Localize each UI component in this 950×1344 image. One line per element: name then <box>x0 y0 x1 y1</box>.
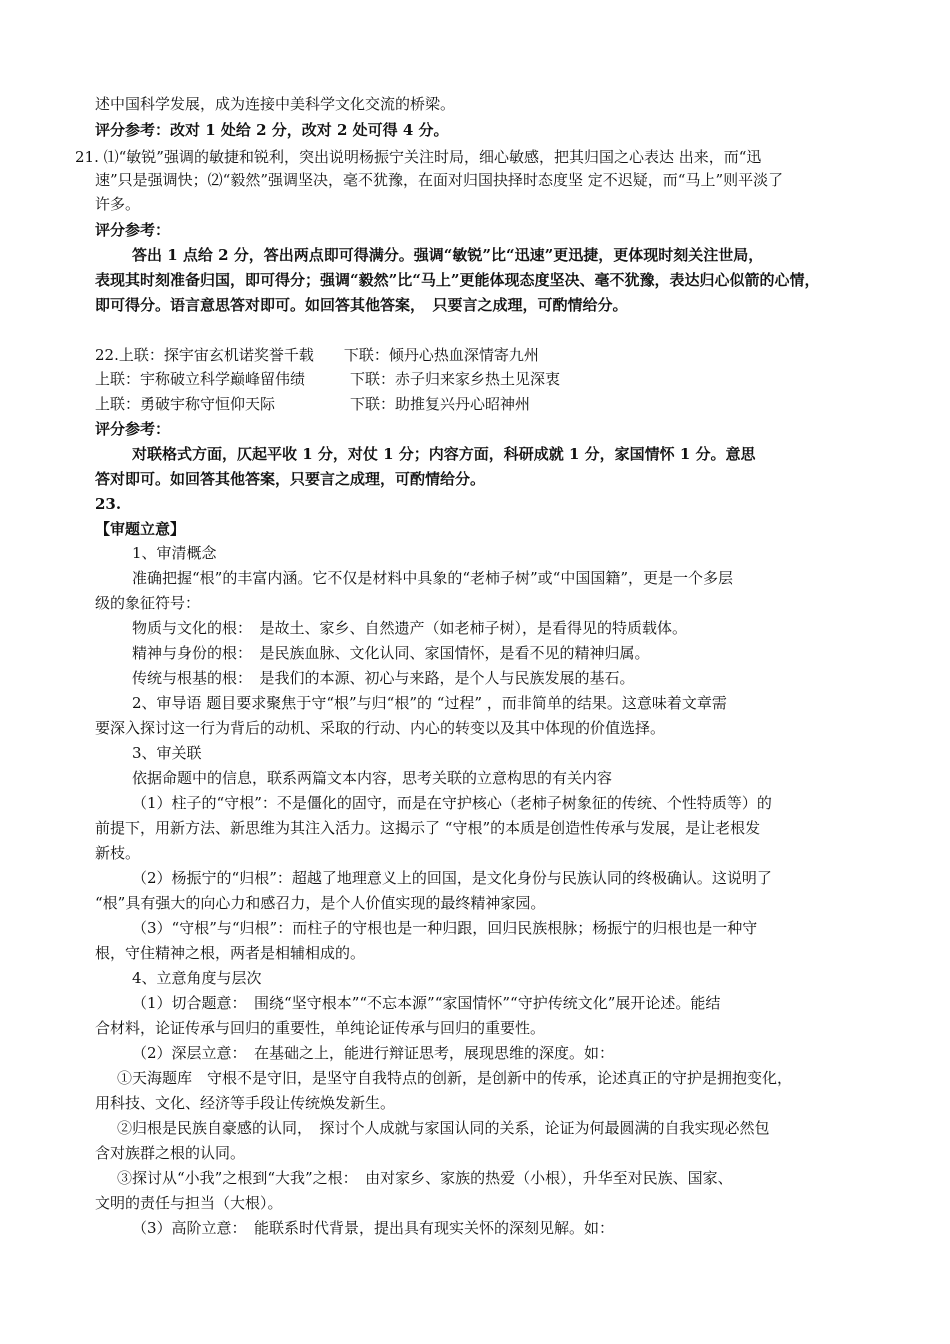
q22-score-line-2: 答对即可。如回答其他答案，只要言之成理，可酌情给分。 <box>95 470 486 488</box>
q21-score-line-3: 即可得分。语言意思答对即可。如回答其他答案， 只要言之成理，可酌情给分。 <box>95 296 628 314</box>
q23-line-17: 根，守住精神之根，两者是相辅相成的。 <box>95 944 366 962</box>
q23-line-3: 级的象征符号： <box>95 594 201 612</box>
q23-line-19: （1）切合题意： 围绕“坚守根本”“不忘本源”“家国情怀”“守护传统文化”展开论述。能结 <box>132 994 721 1012</box>
q23-line-18: 4、立意角度与层次 <box>132 969 262 987</box>
q23-line-23: 用科技、文化、经济等手段让传统焕发新生。 <box>95 1094 396 1112</box>
q23-line-10: 依据命题中的信息，联系两篇文本内容，思考关联的立意构思的有关内容 <box>132 769 613 787</box>
q21-score-title: 评分参考： <box>95 221 171 239</box>
q23-number: 23. <box>95 495 122 513</box>
q22-score-title: 评分参考： <box>95 420 171 438</box>
q23-line-24: ②归根是民族自豪感的认同， 探讨个人成就与家国认同的关系，论证为何最圆满的自我实现必然包 <box>117 1119 770 1137</box>
q20-score-reference: 评分参考：改对 1 处给 2 分，改对 2 处可得 4 分。 <box>95 121 449 139</box>
q22-couplet-3: 上联：勇破宇称守恒仰天际 下联：助推复兴丹心昭神州 <box>95 395 531 413</box>
q20-answer-tail: 述中国科学发展，成为连接中美科学文化交流的桥梁。 <box>95 95 456 113</box>
q23-line-22: ①天海题库 守根不是守旧，是坚守自我特点的创新，是创新中的传承，论述真正的守护是拥抱变化， <box>117 1069 793 1087</box>
q23-line-14: （2）杨振宁的“归根”：超越了地理意义上的回国，是文化身份与民族认同的终极确认。这说明了 <box>132 869 772 887</box>
q23-line-8: 要深入探讨这一行为背后的动机、采取的行动、内心的转变以及其中体现的价值选择。 <box>95 719 666 737</box>
q23-line-20: 合材料，论证传承与回归的重要性，单纯论证传承与回归的重要性。 <box>95 1019 546 1037</box>
q23-line-25: 含对族群之根的认同。 <box>95 1144 246 1162</box>
q22-couplet-2: 上联：宇称破立科学巅峰留伟绩 下联：赤子归来家乡热土见深衷 <box>95 370 561 388</box>
q23-line-21: （2）深层立意： 在基础之上，能进行辩证思考，展现思维的深度。如： <box>132 1044 615 1062</box>
q23-heading: 【审题立意】 <box>95 520 186 538</box>
q21-score-line-2: 表现其时刻准备归国，即可得分；强调“毅然”比“马上”更能体现态度坚决、毫不犹豫，表达归心似箭的心情， <box>95 271 820 289</box>
q23-line-5: 精神与身份的根： 是民族血脉、文化认同、家国情怀，是看不见的精神归属。 <box>132 644 650 662</box>
q21-score-line-1: 答出 1 点给 2 分，答出两点即可得满分。强调“敏锐”比“迅速”更迅捷，更体现时刻关注世局， <box>132 246 764 264</box>
q23-line-2: 准确把握“根”的丰富内涵。它不仅是材料中具象的“老柿子树”或“中国国籍”，更是一个多层 <box>132 569 734 587</box>
q23-line-6: 传统与根基的根： 是我们的本源、初心与来路，是个人与民族发展的基石。 <box>132 669 635 687</box>
q23-line-4: 物质与文化的根： 是故土、家乡、自然遗产（如老柿子树），是看得见的特质载体。 <box>132 619 688 637</box>
q23-line-7: 2、审导语 题目要求聚焦于守“根”与归“根”的 “过程” ，而非简单的结果。这意味着文章需 <box>132 694 727 712</box>
q23-line-26: ③探讨从“小我”之根到“大我”之根： 由对家乡、家族的热爱（小根），升华至对民族、国家、 <box>117 1169 733 1187</box>
q23-line-28: （3）高阶立意： 能联系时代背景，提出具有现实关怀的深刻见解。如： <box>132 1219 615 1237</box>
q21-answer-line-3: 许多。 <box>95 195 141 213</box>
q22-score-line-1: 对联格式方面，仄起平收 1 分，对仗 1 分；内容方面，科研成就 1 分，家国情怀 1 分。意思 <box>132 445 756 463</box>
q21-answer-line-2: 速”只是强调快；⑵“毅然”强调坚决，毫不犹豫，在面对归国抉择时态度坚 定不迟疑，而“马上”则平淡了 <box>95 171 784 189</box>
q23-line-1: 1、审清概念 <box>132 544 217 562</box>
q23-line-11: （1）柱子的“守根”：不是僵化的固守，而是在守护核心（老柿子树象征的传统、个性特质等）的 <box>132 794 772 812</box>
q23-line-15: “根”具有强大的向心力和感召力，是个人价值实现的最终精神家园。 <box>95 894 546 912</box>
q23-line-9: 3、审关联 <box>132 744 202 762</box>
q21-answer-line-1: 21. ⑴“敏锐”强调的敏捷和锐利，突出说明杨振宁关注时局，细心敏感，把其归国之心表达 出来，而“迅 <box>75 148 762 166</box>
q23-line-16: （3）“守根”与“归根”：而柱子的守根也是一种归跟，回归民族根脉；杨振宁的归根也是一种守 <box>132 919 758 937</box>
q23-line-27: 文明的责任与担当（大根）。 <box>95 1194 283 1212</box>
q23-line-13: 新枝。 <box>95 844 141 862</box>
q22-couplet-1: 22.上联：探宇宙玄机诺奖誉千载 下联：倾丹心热血深情寄九州 <box>95 346 539 364</box>
q23-line-12: 前提下，用新方法、新思维为其注入活力。这揭示了 “守根”的本质是创造性传承与发展，是让老根发 <box>95 819 761 837</box>
